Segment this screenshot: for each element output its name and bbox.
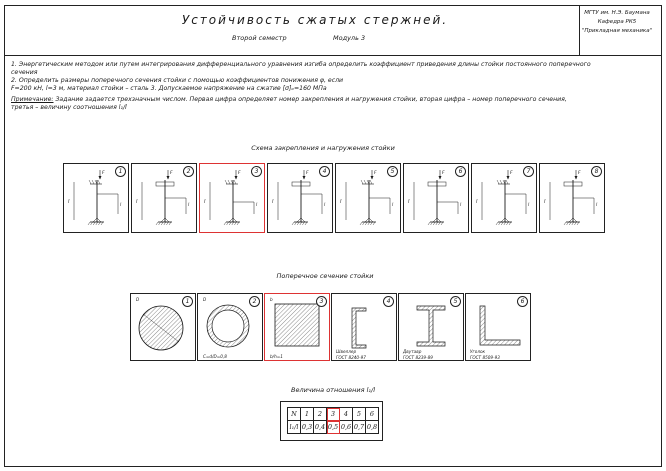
svg-text:l: l [392, 203, 394, 208]
note-label: Примечание: [11, 96, 54, 103]
svg-text:F: F [442, 171, 445, 176]
svg-text:l: l [596, 203, 598, 208]
org-discipline: "Прикладная механика" [581, 28, 653, 34]
scheme-panel-5 [335, 163, 401, 233]
section-label-1: D [136, 297, 140, 302]
scheme-panel-7-number: 7 [523, 166, 534, 177]
semester-label: Второй семестр [232, 34, 287, 42]
svg-text:l: l [340, 199, 342, 205]
svg-text:F: F [238, 171, 241, 176]
ratio-value-row [288, 421, 379, 434]
module-label: Модуль 3 [333, 34, 366, 42]
ratio-value-4: 0,6 [340, 421, 353, 434]
section-note-2: C=d/D=0,8 [203, 354, 227, 359]
svg-text:l: l [544, 199, 546, 205]
scheme-panel-1 [63, 163, 129, 233]
sections-caption: Поперечное сечение стойки [276, 272, 374, 280]
svg-text:F: F [306, 171, 309, 176]
ratio-header-label: N [288, 408, 301, 421]
org-university: МГТУ им. Н.Э. Баумана [584, 10, 650, 16]
task-line-2: 2. Определить размеры поперечного сечения стойки с помощью коэффициентов понижения φ, если [11, 77, 344, 84]
task-line-1b: сечения [11, 69, 38, 76]
scheme-panel-2 [131, 163, 197, 233]
section-note-5: ГОСТ 8239-89 [403, 355, 433, 360]
svg-text:l: l [272, 199, 274, 205]
section-panel-3-number: 3 [316, 296, 327, 307]
svg-text:F: F [170, 171, 173, 176]
section-panel-2 [197, 293, 263, 361]
scheme-panel-5-number: 5 [387, 166, 398, 177]
scheme-panel-4-number: 4 [319, 166, 330, 177]
svg-text:l: l [460, 203, 462, 208]
schemes-caption: Схема закрепления и нагружения стойки [251, 144, 395, 152]
scheme-panel-7 [471, 163, 537, 233]
section-panel-6 [465, 293, 531, 361]
scheme-panel-1-number: 1 [115, 166, 126, 177]
section-label-3: b [270, 297, 273, 302]
svg-text:F: F [102, 171, 105, 176]
task-line-3: F=200 кН, l=3 м, материал стойки – сталь 3. Допускаемое напряжение на сжатие [σ]ₒ=160 МПа [11, 85, 327, 92]
section-panel-4 [331, 293, 397, 361]
scheme-panel-6 [403, 163, 469, 233]
svg-text:F: F [510, 171, 513, 176]
scheme-panel-8 [539, 163, 605, 233]
ratio-number-1: 1 [301, 408, 314, 421]
svg-text:l: l [256, 203, 258, 208]
ratio-value-5: 0,7 [353, 421, 366, 434]
section-label-5: Двутавр [403, 349, 422, 354]
svg-text:l: l [188, 203, 190, 208]
section-panel-4-number: 4 [383, 296, 394, 307]
ratio-value-2: 0,4 [314, 421, 327, 434]
section-label-4: Швеллер [336, 349, 357, 354]
section-panel-3 [264, 293, 330, 361]
svg-text:l: l [476, 199, 478, 205]
note-text: Задание задается трехзначным числом. Первая цифра определяет номер закрепления и нагружения стойки, вторая цифра – номер поперечного сечения, [53, 96, 567, 103]
task-note-2: третья – величину соотношения l₁/l [11, 104, 127, 111]
ratio-number-3: 3 [327, 408, 340, 421]
scheme-panel-3 [199, 163, 265, 233]
scheme-panel-6-number: 6 [455, 166, 466, 177]
svg-text:F: F [374, 171, 377, 176]
ratio-value-6: 0,8 [366, 421, 379, 434]
section-note-3: b/h=1 [270, 354, 283, 359]
ratio-number-6: 6 [366, 408, 379, 421]
section-label-2: D [203, 297, 207, 302]
scheme-panel-4 [267, 163, 333, 233]
svg-text:l: l [408, 199, 410, 205]
task-line-1: 1. Энергетическим методом или путем интегрирования дифференциального уравнения изгиба определить коэффициент приведения длины стойки постоянного поперечного [11, 61, 591, 68]
scheme-panel-8-number: 8 [591, 166, 602, 177]
page-title: Устойчивость сжатых стержней. [181, 13, 449, 27]
section-label-6: Уголок [470, 349, 486, 354]
ratio-number-2: 2 [314, 408, 327, 421]
ratio-header-row [288, 408, 379, 421]
svg-text:l: l [204, 199, 206, 205]
svg-text:l: l [120, 203, 122, 208]
svg-text:l: l [528, 203, 530, 208]
section-note-4: ГОСТ 8240-97 [336, 355, 366, 360]
section-note-6: ГОСТ 8509-93 [470, 355, 500, 360]
section-panel-1-number: 1 [182, 296, 193, 307]
section-panel-5-number: 5 [450, 296, 461, 307]
section-panel-5 [398, 293, 464, 361]
ratio-number-5: 5 [353, 408, 366, 421]
scheme-panel-3-number: 3 [251, 166, 262, 177]
svg-text:l: l [136, 199, 138, 205]
svg-text:F: F [578, 171, 581, 176]
scheme-panel-2-number: 2 [183, 166, 194, 177]
ratio-row-label: l₁/l [288, 421, 301, 434]
org-department: Кафедра РК5 [597, 19, 637, 25]
ratio-table [287, 407, 379, 434]
section-panel-1 [130, 293, 196, 361]
task-note [11, 96, 657, 103]
svg-text:l: l [324, 203, 326, 208]
ratio-caption: Величина отношения l₁/l [291, 386, 375, 394]
section-panel-2-number: 2 [249, 296, 260, 307]
ratio-number-4: 4 [340, 408, 353, 421]
ratio-value-1: 0,3 [301, 421, 314, 434]
section-panel-6-number: 6 [517, 296, 528, 307]
svg-text:l: l [68, 199, 70, 205]
ratio-value-3: 0,5 [327, 421, 340, 434]
